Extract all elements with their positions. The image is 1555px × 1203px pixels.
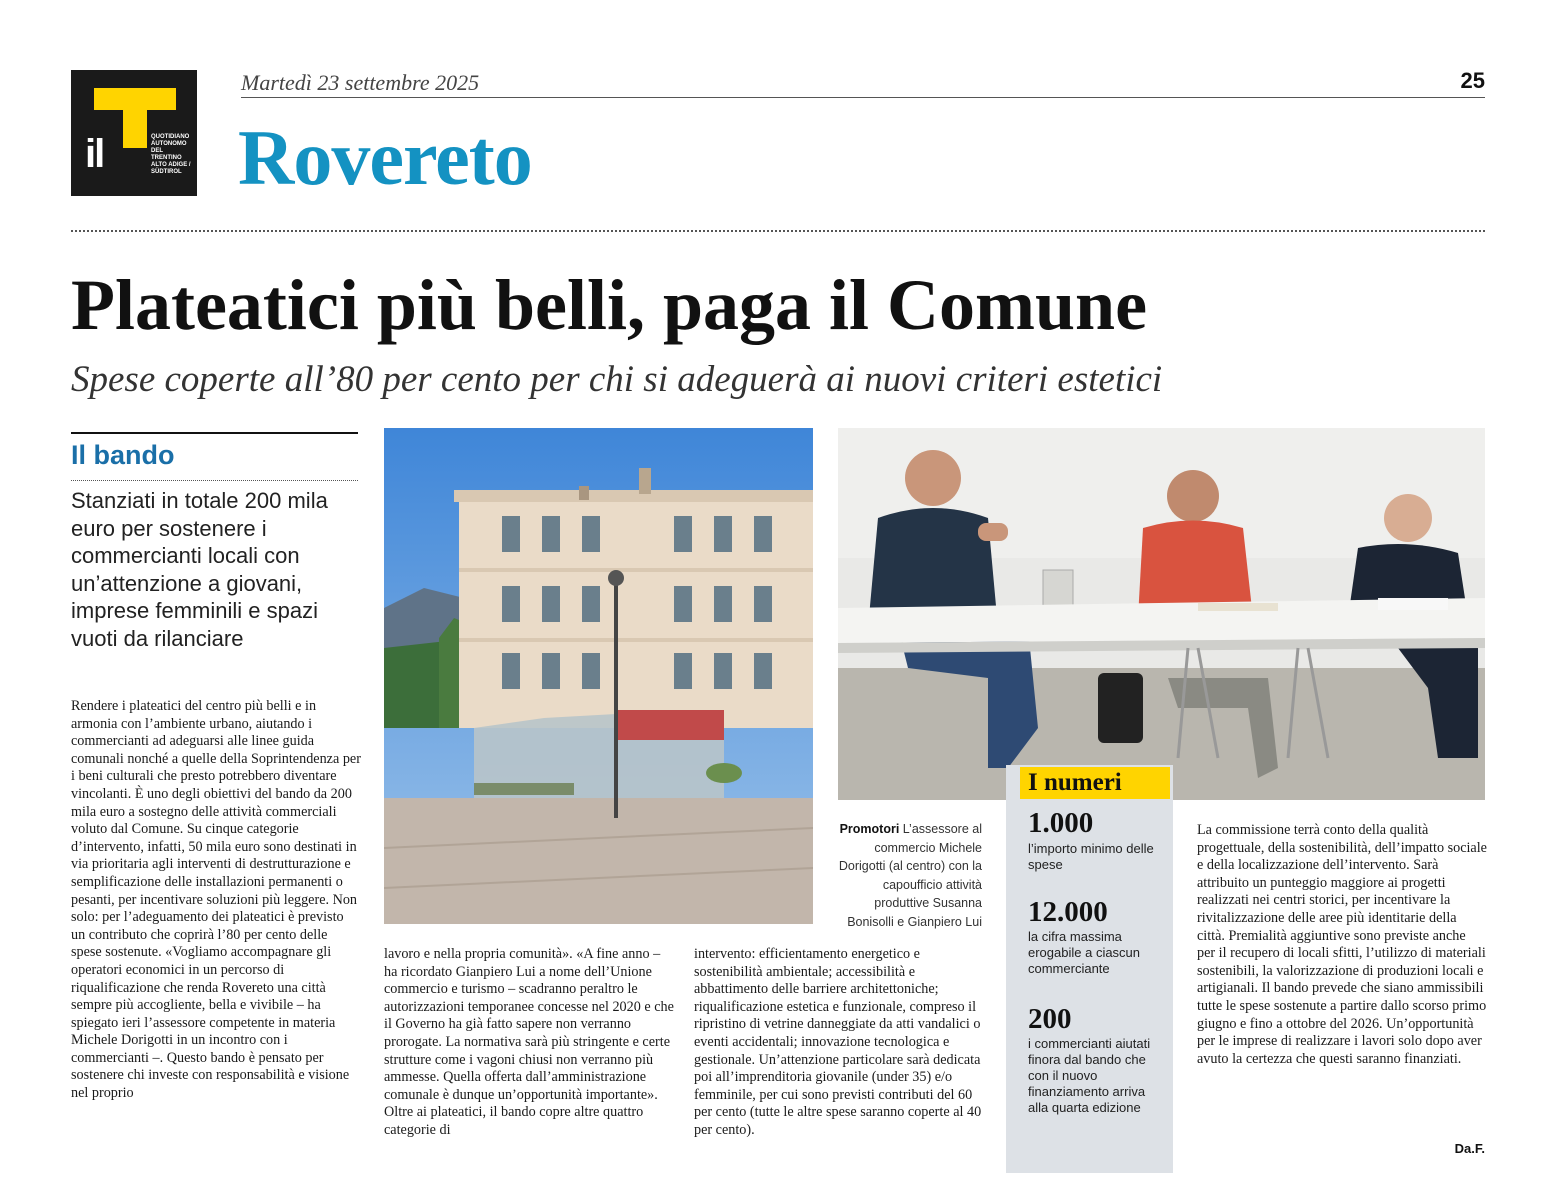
building-illustration: [384, 428, 813, 924]
building-window: [714, 653, 732, 689]
building-window: [674, 586, 692, 622]
building-window: [582, 516, 600, 552]
numeri-value-1: 1.000: [1028, 807, 1094, 839]
building-window: [754, 586, 772, 622]
building-window: [674, 653, 692, 689]
building-window: [582, 653, 600, 689]
building-window: [542, 586, 560, 622]
building-window: [754, 516, 772, 552]
numeri-desc-3: i commercianti aiutati finora dal bando che con il nuovo finanziamento arriva alla quarta edizione: [1028, 1036, 1151, 1115]
numeri-desc-2: la cifra massima erogabile a ciascun commerciante: [1028, 929, 1141, 976]
article-column-4: La commissione terrà conto della qualità progettuale, della sostenibilità, dell’impatto sociale e della localizzazione dell’intervento. Sarà attribuito un punteggio maggiore ai progetti realizzati nei centri storici, per incentivare la rivitalizzazione delle aree più identitarie della città. Premialità aggiuntive sono previste anche per il recupero di locali sfitti, l’utilizzo di materiali sostenibili, la valorizzazione di produzioni locali e artigianali. Il bando prevede che siano ammissibili tutte le spese sostenute a partire dallo scorso primo giugno e fino a ottobre del 2026. Un’opportunità per le imprese di realizzare i lavori solo dopo aver avuto la certezza che questi saranno finanziati.: [1197, 822, 1487, 1067]
headline: Plateatici più belli, paga il Comune: [71, 265, 1148, 345]
building-window: [502, 516, 520, 552]
building-window: [542, 653, 560, 689]
bando-label: Il bando: [71, 440, 175, 470]
header-rule: [241, 97, 1485, 98]
article-column-1: Rendere i plateatici del centro più belli e in armonia con l’ambiente urbano, aiutando i commercianti ad adeguarsi alle linee guida comunali nonché a quelle della Soprintendenza per i beni culturali che presto potrebbero diventare vincolanti. È uno degli obiettivi del bando da 200 mila euro a sostegno delle attività commerciali voluto dal Comune. Su cinque categorie d’intervento, infatti, 50 mila euro sono destinati in via prioritaria agli interventi di destrutturazione e semplificazione delle installazioni permanenti o pesanti, per incentivare soluzioni più leggere. Non solo: per l’adeguamento dei plateatici è previsto un contributo che coprirà l’80 per cento delle spese sostenute. «Vogliamo accompagnare gli operatori economici in un percorso di riqualificazione che renda Rovereto una città sempre più accogliente, bella e vivibile – ha spiegato ieri l’assessore competente in materia Michele Dorigotti in un incontro con i commercianti –. Questo bando è pensato per sostenere chi investe con responsabilità e visione nel proprio: [71, 698, 361, 1102]
meeting-illustration: [838, 428, 1485, 800]
bando-summary: Stanziati in totale 200 mila euro per sostenere i commercianti locali con un’attenzione a giovani, imprese femminili e spazi vuoti da rilanciare: [71, 488, 328, 651]
logo-t-stem: [123, 88, 147, 148]
article-column-2: lavoro e nella propria comunità». «A fine anno – ha ricordato Gianpiero Lui a nome dell’Unione commercio e turismo – scadranno peraltro le autorizzazioni temporanee concesse nel 2020 e che il Governo ha già fatto sapere non verranno prorogate. La normativa sarà più stringente e certe strutture come i vagoni chiusi non verranno più ammesse. Quella offerta dall’amministrazione comunale è dunque un’opportunità importante». Oltre ai plateatici, il bando copre altre quattro categorie di: [384, 946, 674, 1138]
issue-date: Martedì 23 settembre 2025: [241, 70, 480, 95]
logo-text: il: [85, 132, 104, 176]
section-title: Rovereto: [238, 114, 532, 201]
building-window: [502, 653, 520, 689]
numeri-value-3: 200: [1028, 1003, 1072, 1035]
building-window: [582, 586, 600, 622]
building-window: [714, 586, 732, 622]
numeri-value-2: 12.000: [1028, 896, 1108, 928]
numeri-desc-1: l’importo minimo delle spese: [1028, 841, 1154, 872]
building-window: [754, 653, 772, 689]
article-column-3: intervento: efficientamento energetico e sostenibilità ambientale; accessibilità e abbattimento delle barriere architettoniche; riqualificazione estetica e funzionale, compreso il ripristino di vetrine danneggiate da atti vandalici o eventi accidentali; innovazione tecnologica e gestionale. Un’attenzione particolare sarà dedicata poi all’imprenditoria giovanile (under 35) e/o femminile, per cui sono previsti contributi del 60 per cento (tutte le altre spese saranno coperte al 40 per cento).: [694, 946, 982, 1138]
meeting-photo: [838, 428, 1485, 800]
building-window: [502, 586, 520, 622]
dotted-divider: [71, 230, 1485, 232]
building-photo: [384, 428, 813, 924]
page-number: 25: [1460, 68, 1485, 93]
subheadline: Spese coperte all’80 per cento per chi si adeguerà ai nuovi criteri estetici: [71, 359, 1163, 400]
building-window: [714, 516, 732, 552]
numeri-title: I numeri: [1020, 767, 1170, 799]
newspaper-logo: [71, 70, 197, 196]
photo-caption: [838, 820, 982, 931]
logo-tagline: QUOTIDIANO AUTONOMO DEL TRENTINO ALTO ADIGE / SÜDTIROL: [151, 134, 191, 175]
bando-top-rule: [71, 432, 358, 434]
bando-dotted-rule: [71, 480, 358, 481]
building-window: [674, 516, 692, 552]
caption-label: Promotori: [839, 822, 900, 836]
caption-text: L’assessore al commercio Michele Dorigotti (al centro) con la capoufficio attività produttive Susanna Bonisolli e Gianpiero Lui: [838, 822, 982, 929]
building-window: [542, 516, 560, 552]
author-signature: Da.F.: [1454, 1141, 1485, 1156]
